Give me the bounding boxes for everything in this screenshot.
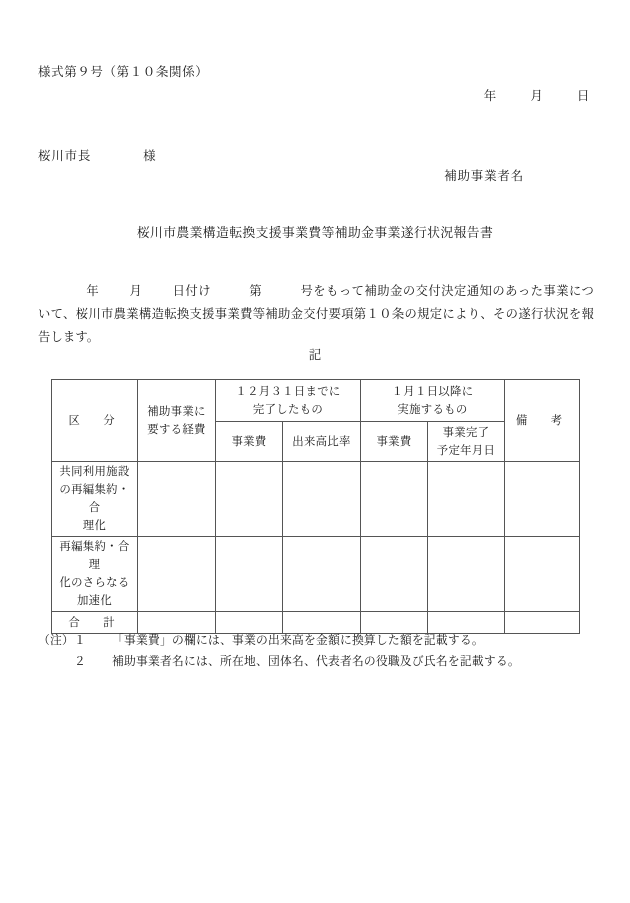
header-keihi-line2: 要する経費 — [147, 423, 206, 436]
addressee-name: 桜川市長 — [38, 149, 92, 163]
body-number-prefix: 第 — [249, 284, 263, 298]
cell-kanryo-row2[interactable] — [428, 537, 505, 612]
cell-keihi-row2[interactable] — [138, 537, 216, 612]
addressee — [38, 146, 156, 164]
body-rest: 号をもって補助金の交付決定通知のあった事業について、桜川市農業構造転換支援事業費等補助金交付要項第１０条の規定により、その遂行状況を報告します。 — [38, 284, 594, 344]
note-number-2: ２ — [74, 654, 86, 668]
form-code: 様式第９号（第１０条関係） — [38, 65, 209, 79]
notes-section — [38, 630, 598, 672]
header-group-planned — [361, 380, 505, 422]
note-text-1: 「事業費」の欄には、事業の出来高を金額に換算した額を記載する。 — [112, 633, 484, 647]
header-sub-kanryo-line1: 事業完了 — [442, 426, 490, 439]
row-label-1-line1: 共同利用施設 — [59, 466, 130, 478]
header-keihi-line1: 補助事業に — [147, 405, 206, 418]
addressee-honorific: 様 — [143, 149, 157, 163]
row-label-1-line2: の再編集約・合 — [59, 484, 130, 514]
row-label-1-line3: 理化 — [82, 520, 107, 532]
date-day: 日 — [576, 89, 590, 103]
cell-keihi-row1[interactable] — [138, 462, 216, 537]
header-group-planned-line1: １月１日以降に — [391, 385, 474, 398]
applicant-name-label: 補助事業者名 — [444, 169, 524, 183]
note-text-2: 補助事業者名には、所在地、団体名、代表者名の役職及び氏名を記載する。 — [112, 654, 520, 668]
note-item — [38, 651, 598, 672]
header-group-planned-line2: 実施するもの — [397, 403, 468, 416]
row-label-2-line3: 加速化 — [76, 595, 113, 607]
note-number-1: １ — [74, 633, 86, 647]
cell-jigyohi2-row2[interactable] — [361, 537, 428, 612]
table-row — [52, 462, 580, 537]
header-sub-jigyohi-planned: 事業費 — [361, 422, 428, 462]
cell-biko-row1[interactable] — [505, 462, 580, 537]
header-biko: 備 考 — [505, 380, 580, 462]
row-label-1 — [52, 462, 138, 537]
date-line — [0, 86, 590, 104]
header-group-completed-line2: 完了したもの — [252, 403, 324, 416]
notes-label: （注） — [38, 633, 74, 647]
cell-jigyohi1-row1[interactable] — [216, 462, 283, 537]
header-group-completed-line1: １２月３１日までに — [235, 385, 341, 398]
report-table-wrapper — [51, 379, 579, 634]
page-title: 桜川市農業構造転換支援事業費等補助金事業遂行状況報告書 — [136, 226, 494, 240]
cell-jigyohi1-row2[interactable] — [216, 537, 283, 612]
header-group-completed — [216, 380, 361, 422]
header-sub-kanryo-date — [428, 422, 505, 462]
body-paragraph — [38, 280, 594, 349]
table-header-group-row — [52, 380, 580, 422]
body-month: 月 — [129, 284, 143, 298]
cell-dekidaka-row1[interactable] — [283, 462, 361, 537]
note-item — [38, 630, 598, 651]
cell-kanryo-row1[interactable] — [428, 462, 505, 537]
row-label-2-line1: 再編集約・合理 — [59, 541, 130, 571]
header-sub-kanryo-line2: 予定年月日 — [436, 444, 496, 457]
date-month: 月 — [530, 89, 544, 103]
body-year: 年 — [86, 284, 100, 298]
header-sub-dekidaka: 出来高比率 — [283, 422, 361, 462]
report-table — [51, 379, 580, 634]
row-label-total: 合 計 — [52, 612, 138, 634]
header-kubun: 区 分 — [52, 380, 138, 462]
body-day: 日付け — [172, 284, 212, 298]
cell-biko-row2[interactable] — [505, 537, 580, 612]
ki-mark: 記 — [308, 348, 322, 362]
table-row — [52, 537, 580, 612]
header-sub-jigyohi-completed: 事業費 — [216, 422, 283, 462]
header-keihi — [138, 380, 216, 462]
cell-jigyohi2-row1[interactable] — [361, 462, 428, 537]
row-label-2-line2: 化のさらなる — [59, 577, 130, 589]
cell-dekidaka-row2[interactable] — [283, 537, 361, 612]
date-year: 年 — [483, 89, 497, 103]
row-label-2 — [52, 537, 138, 612]
